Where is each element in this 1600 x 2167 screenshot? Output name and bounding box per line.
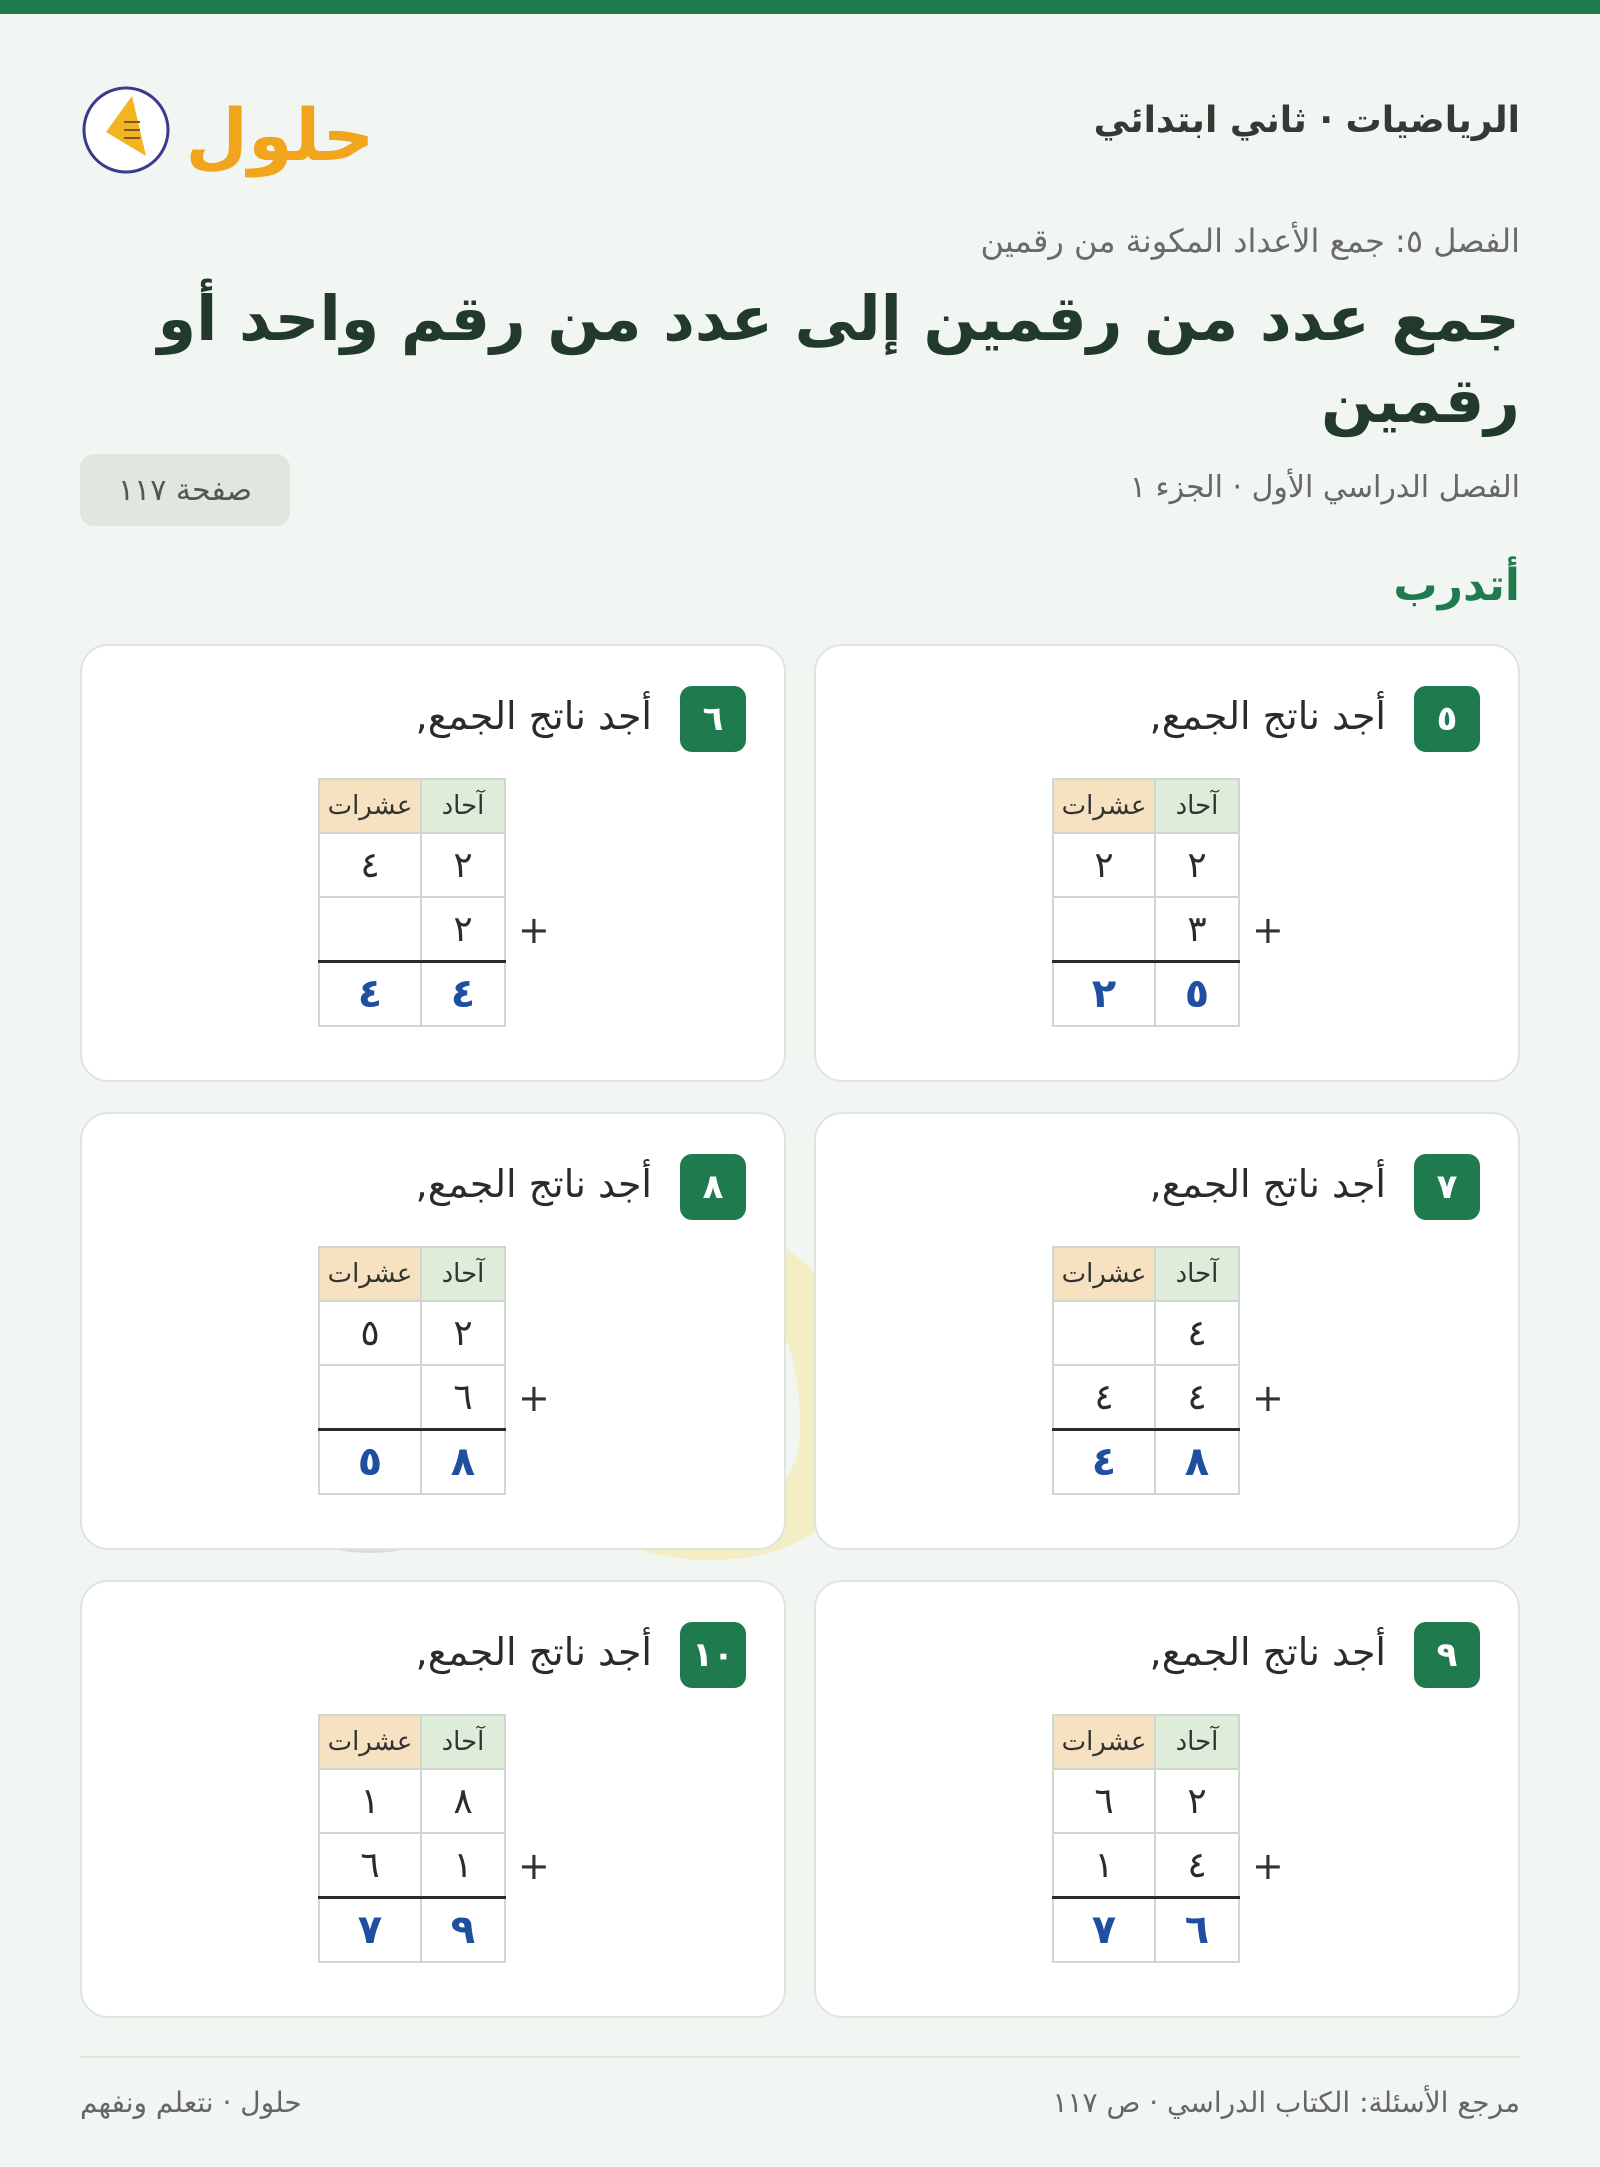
- plus-sign: +: [1252, 908, 1284, 952]
- plus-sign: +: [1252, 1376, 1284, 1420]
- answer-digit: ٨: [1155, 1430, 1239, 1495]
- plus-sign: +: [518, 1376, 550, 1420]
- answer-digit: ٤: [421, 962, 505, 1027]
- answer-digit: ٦: [1155, 1898, 1239, 1963]
- ones-header: آحاد: [1155, 1715, 1239, 1769]
- tens-header: عشرات: [1053, 1247, 1155, 1301]
- addend-digit: ٤: [1155, 1301, 1239, 1365]
- addend-digit: ٣: [1155, 897, 1239, 962]
- place-value-table: [1050, 1714, 1240, 1963]
- top-accent-bar: [0, 0, 1600, 14]
- exercise-number: ٩: [1414, 1622, 1480, 1688]
- exercise-number: ٨: [680, 1154, 746, 1220]
- exercise-number: ٧: [1414, 1154, 1480, 1220]
- addend-digit: [1053, 897, 1155, 962]
- answer-digit: ٤: [319, 962, 421, 1027]
- exercise-card: [814, 644, 1520, 1082]
- exercise-card: [80, 1112, 786, 1550]
- answer-digit: ٨: [421, 1430, 505, 1495]
- answer-digit: ٧: [319, 1898, 421, 1963]
- addend-digit: ١: [421, 1833, 505, 1898]
- place-value-table: [316, 778, 506, 1027]
- addend-digit: [1053, 1301, 1155, 1365]
- addend-digit: ٦: [319, 1833, 421, 1898]
- place-value-table: [316, 1246, 506, 1495]
- addend-digit: ٢: [421, 1301, 505, 1365]
- hulul-logo[interactable]: [80, 60, 380, 200]
- place-value-table: [1050, 778, 1240, 1027]
- answer-digit: ٤: [1053, 1430, 1155, 1495]
- exercise-number: ١٠: [680, 1622, 746, 1688]
- addend-digit: [319, 897, 421, 962]
- subject-label: الرياضيات · ثاني ابتدائي: [1093, 100, 1520, 141]
- tens-header: عشرات: [319, 1715, 421, 1769]
- addend-digit: ٦: [1053, 1769, 1155, 1833]
- place-value-table: [316, 1714, 506, 1963]
- addend-digit: ٢: [421, 833, 505, 897]
- addend-digit: ٤: [319, 833, 421, 897]
- exercise-number: ٦: [680, 686, 746, 752]
- addend-digit: ٢: [1155, 1769, 1239, 1833]
- addend-digit: ١: [1053, 1833, 1155, 1898]
- plus-sign: +: [1252, 1844, 1284, 1888]
- ones-header: آحاد: [421, 1247, 505, 1301]
- addend-digit: ٦: [421, 1365, 505, 1430]
- addend-digit: ٥: [319, 1301, 421, 1365]
- exercise-number: ٥: [1414, 686, 1480, 752]
- exercise-prompt: أجد ناتج الجمع,: [1149, 1162, 1386, 1206]
- exercise-card: [80, 1580, 786, 2018]
- exercise-prompt: أجد ناتج الجمع,: [1149, 1630, 1386, 1674]
- addend-digit: ٢: [421, 897, 505, 962]
- exercise-prompt: أجد ناتج الجمع,: [415, 1162, 652, 1206]
- section-title: أتدرب: [1393, 560, 1520, 611]
- plus-sign: +: [518, 1844, 550, 1888]
- answer-digit: ٧: [1053, 1898, 1155, 1963]
- exercise-card: [814, 1580, 1520, 2018]
- place-value-table: [1050, 1246, 1240, 1495]
- addend-digit: ٨: [421, 1769, 505, 1833]
- plus-sign: +: [518, 908, 550, 952]
- tens-header: عشرات: [319, 779, 421, 833]
- addend-digit: ٢: [1053, 833, 1155, 897]
- exercise-prompt: أجد ناتج الجمع,: [415, 1630, 652, 1674]
- addend-digit: ١: [319, 1769, 421, 1833]
- exercise-prompt: أجد ناتج الجمع,: [1149, 694, 1386, 738]
- ones-header: آحاد: [421, 1715, 505, 1769]
- addend-digit: ٤: [1053, 1365, 1155, 1430]
- page-title: جمع عدد من رقمين إلى عدد من رقم واحد أو رقمين: [157, 282, 1520, 437]
- page-number-badge: صفحة ١١٧: [80, 454, 290, 526]
- answer-digit: ٥: [1155, 962, 1239, 1027]
- addend-digit: [319, 1365, 421, 1430]
- tens-header: عشرات: [319, 1247, 421, 1301]
- chapter-label: الفصل ٥: جمع الأعداد المكونة من رقمين: [980, 222, 1520, 260]
- answer-digit: ٥: [319, 1430, 421, 1495]
- page-header: [80, 60, 1520, 200]
- ones-header: آحاد: [1155, 779, 1239, 833]
- tens-header: عشرات: [1053, 779, 1155, 833]
- addend-digit: ٤: [1155, 1833, 1239, 1898]
- addend-digit: ٢: [1155, 833, 1239, 897]
- addend-digit: ٤: [1155, 1365, 1239, 1430]
- ones-header: آحاد: [421, 779, 505, 833]
- exercise-prompt: أجد ناتج الجمع,: [415, 694, 652, 738]
- answer-digit: ٢: [1053, 962, 1155, 1027]
- tens-header: عشرات: [1053, 1715, 1155, 1769]
- footer-reference: مرجع الأسئلة: الكتاب الدراسي · ص ١١٧: [1052, 2086, 1520, 2119]
- ones-header: آحاد: [1155, 1247, 1239, 1301]
- logo-wordmark: حلول: [185, 93, 375, 177]
- term-label: الفصل الدراسي الأول · الجزء ١: [1129, 470, 1520, 505]
- exercise-card: [814, 1112, 1520, 1550]
- exercise-card: [80, 644, 786, 1082]
- footer-brand: حلول · نتعلم ونفهم: [80, 2086, 302, 2119]
- answer-digit: ٩: [421, 1898, 505, 1963]
- footer-divider: [80, 2056, 1520, 2058]
